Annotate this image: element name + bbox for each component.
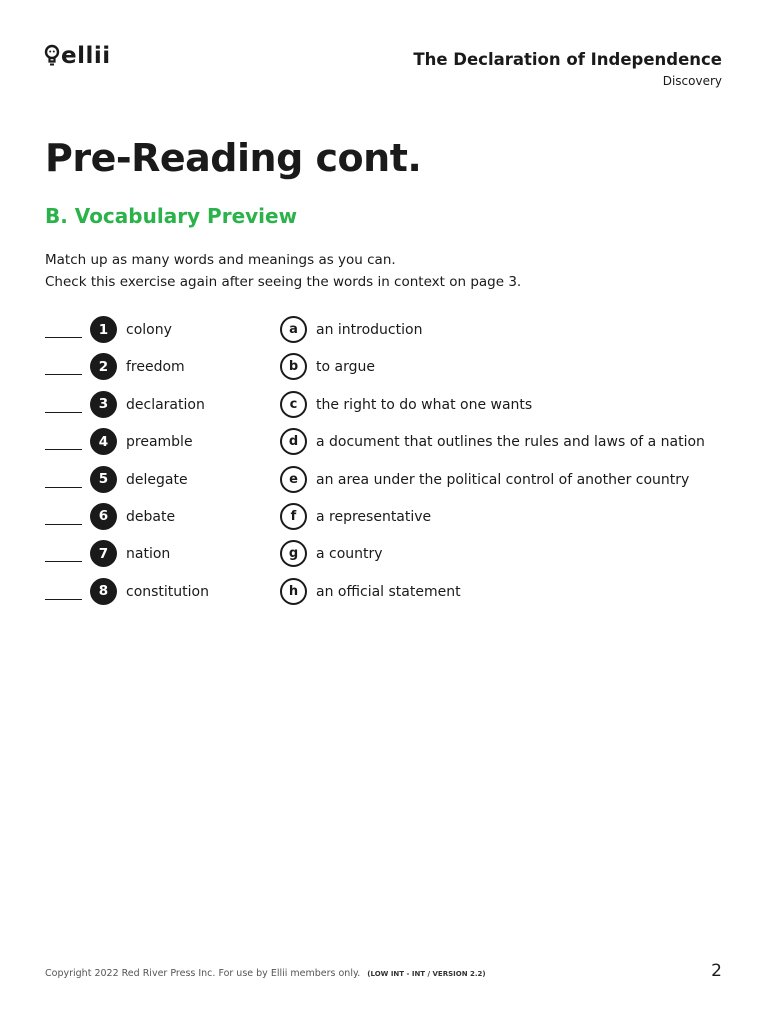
answer-blank[interactable] [45,561,82,562]
version-text: (LOW INT - INT / VERSION 2.2) [367,970,486,978]
meaning-letter-badge: d [280,428,307,455]
answer-blank[interactable] [45,337,82,338]
instructions [45,249,521,293]
match-row [45,576,725,613]
answer-blank[interactable] [45,374,82,375]
brand-name: ellii [61,43,111,69]
vocab-meaning: an area under the political control of another country [316,471,690,488]
lightbulb-icon [44,44,60,68]
item-number-badge: 1 [90,316,117,343]
item-number-badge: 7 [90,540,117,567]
answer-blank[interactable] [45,487,82,488]
match-row [45,314,725,351]
page-title: Pre-Reading cont. [45,136,422,180]
match-row [45,351,725,388]
item-number-badge: 8 [90,578,117,605]
meaning-letter-badge: f [280,503,307,530]
footer [45,967,486,981]
page-number: 2 [711,961,722,981]
answer-blank[interactable] [45,449,82,450]
match-row [45,501,725,538]
brand-logo [44,44,111,68]
matching-exercise [45,314,725,613]
item-number-badge: 3 [90,391,117,418]
match-row [45,464,725,501]
vocab-meaning: a country [316,546,383,563]
item-number-badge: 6 [90,503,117,530]
vocab-word: preamble [126,434,193,451]
meaning-letter-badge: h [280,578,307,605]
document-level: Discovery [662,74,722,88]
document-header [413,49,722,90]
copyright-text: Copyright 2022 Red River Press Inc. For use by Ellii members only. [45,968,361,979]
item-number-badge: 5 [90,466,117,493]
meaning-letter-badge: c [280,391,307,418]
vocab-meaning: a document that outlines the rules and laws of a nation [316,434,705,451]
vocab-word: debate [126,508,176,525]
document-title: The Declaration of Independence [413,50,722,69]
item-number-badge: 4 [90,428,117,455]
vocab-word: declaration [126,396,205,413]
vocab-meaning: the right to do what one wants [316,396,533,413]
vocab-meaning: an official statement [316,583,461,600]
vocab-meaning: to argue [316,359,375,376]
vocab-word: freedom [126,359,185,376]
vocab-meaning: an introduction [316,322,423,338]
meaning-letter-badge: b [280,353,307,380]
answer-blank[interactable] [45,524,82,525]
match-row [45,389,725,426]
meaning-letter-badge: e [280,466,307,493]
instructions-line-1: Match up as many words and meanings as you can. [45,252,396,268]
vocab-word: nation [126,546,171,563]
meaning-letter-badge: g [280,540,307,567]
vocab-word: delegate [126,471,188,488]
match-row [45,538,725,575]
answer-blank[interactable] [45,599,82,600]
answer-blank[interactable] [45,412,82,413]
vocab-word: constitution [126,583,209,600]
vocab-word: colony [126,322,172,338]
vocab-meaning: a representative [316,508,432,525]
meaning-letter-badge: a [280,316,307,343]
item-number-badge: 2 [90,353,117,380]
instructions-line-2: Check this exercise again after seeing the words in context on page 3. [45,274,522,290]
section-title: B. Vocabulary Preview [45,204,298,228]
match-row [45,426,725,463]
